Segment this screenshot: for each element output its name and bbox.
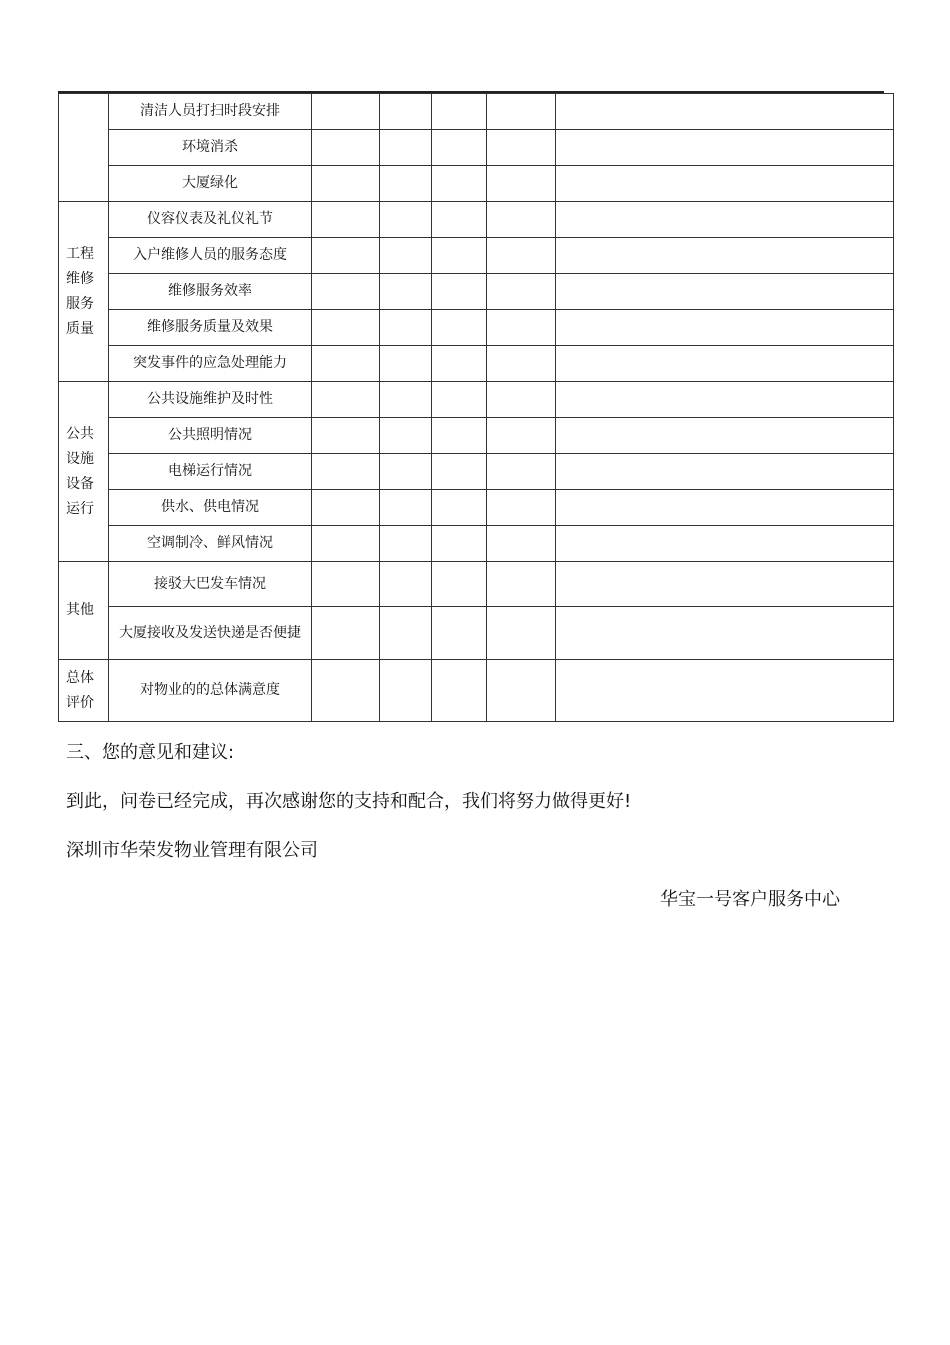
comment-cell[interactable] <box>556 310 894 346</box>
rating-cell[interactable] <box>312 166 380 202</box>
rating-cell[interactable] <box>432 660 487 722</box>
survey-table <box>58 93 894 722</box>
rating-cell[interactable] <box>380 94 432 130</box>
item-label: 清洁人员打扫时段安排 <box>109 94 312 130</box>
rating-cell[interactable] <box>380 418 432 454</box>
rating-cell[interactable] <box>380 490 432 526</box>
rating-cell[interactable] <box>432 382 487 418</box>
item-label: 突发事件的应急处理能力 <box>109 346 312 382</box>
comment-cell[interactable] <box>556 130 894 166</box>
comment-cell[interactable] <box>556 660 894 722</box>
section-heading-suggestions: 三、您的意见和建议: <box>66 742 235 763</box>
table-row <box>59 346 894 382</box>
rating-cell[interactable] <box>432 94 487 130</box>
rating-cell[interactable] <box>312 526 380 562</box>
rating-cell[interactable] <box>487 607 556 660</box>
table-row <box>59 607 894 660</box>
rating-cell[interactable] <box>380 607 432 660</box>
rating-cell[interactable] <box>432 607 487 660</box>
rating-cell[interactable] <box>380 454 432 490</box>
rating-cell[interactable] <box>380 274 432 310</box>
comment-cell[interactable] <box>556 346 894 382</box>
category-cell <box>59 94 109 202</box>
rating-cell[interactable] <box>432 130 487 166</box>
rating-cell[interactable] <box>432 310 487 346</box>
comment-cell[interactable] <box>556 202 894 238</box>
rating-cell[interactable] <box>312 238 380 274</box>
rating-cell[interactable] <box>380 238 432 274</box>
rating-cell[interactable] <box>380 202 432 238</box>
table-row <box>59 526 894 562</box>
category-cell: 其他 <box>59 562 109 660</box>
comment-cell[interactable] <box>556 94 894 130</box>
item-label: 环境消杀 <box>109 130 312 166</box>
comment-cell[interactable] <box>556 166 894 202</box>
rating-cell[interactable] <box>432 346 487 382</box>
item-label: 公共照明情况 <box>109 418 312 454</box>
item-label: 入户维修人员的服务态度 <box>109 238 312 274</box>
rating-cell[interactable] <box>432 166 487 202</box>
table-row <box>59 310 894 346</box>
rating-cell[interactable] <box>312 382 380 418</box>
rating-cell[interactable] <box>487 238 556 274</box>
table-row <box>59 418 894 454</box>
rating-cell[interactable] <box>312 490 380 526</box>
rating-cell[interactable] <box>312 346 380 382</box>
table-row <box>59 562 894 607</box>
rating-cell[interactable] <box>312 130 380 166</box>
rating-cell[interactable] <box>432 490 487 526</box>
item-label: 仪容仪表及礼仪礼节 <box>109 202 312 238</box>
item-label: 大厦绿化 <box>109 166 312 202</box>
item-label: 供水、供电情况 <box>109 490 312 526</box>
rating-cell[interactable] <box>312 202 380 238</box>
comment-cell[interactable] <box>556 562 894 607</box>
comment-cell[interactable] <box>556 238 894 274</box>
table-row <box>59 166 894 202</box>
item-label: 维修服务质量及效果 <box>109 310 312 346</box>
rating-cell[interactable] <box>312 454 380 490</box>
category-cell: 工程维修服务质量 <box>59 202 109 382</box>
item-label: 对物业的的总体满意度 <box>109 660 312 722</box>
comment-cell[interactable] <box>556 607 894 660</box>
item-label: 大厦接收及发送快递是否便捷 <box>109 607 312 660</box>
rating-cell[interactable] <box>312 660 380 722</box>
comment-cell[interactable] <box>556 418 894 454</box>
rating-cell[interactable] <box>487 202 556 238</box>
rating-cell[interactable] <box>487 94 556 130</box>
comment-cell[interactable] <box>556 382 894 418</box>
item-label: 空调制冷、鲜风情况 <box>109 526 312 562</box>
rating-cell[interactable] <box>380 526 432 562</box>
rating-cell[interactable] <box>380 382 432 418</box>
rating-cell[interactable] <box>487 562 556 607</box>
thanks-text: 到此，问卷已经完成，再次感谢您的支持和配合，我们将努力做得更好! <box>66 791 632 812</box>
rating-cell[interactable] <box>487 346 556 382</box>
category-cell: 总体评价 <box>59 660 109 722</box>
item-label: 维修服务效率 <box>109 274 312 310</box>
rating-cell[interactable] <box>432 238 487 274</box>
rating-cell[interactable] <box>432 454 487 490</box>
rating-cell[interactable] <box>487 274 556 310</box>
rating-cell[interactable] <box>432 562 487 607</box>
rating-cell[interactable] <box>380 310 432 346</box>
comment-cell[interactable] <box>556 274 894 310</box>
company-name: 深圳市华荣发物业管理有限公司 <box>66 840 318 861</box>
category-cell: 公共设施设备运行 <box>59 382 109 562</box>
rating-cell[interactable] <box>487 454 556 490</box>
comment-cell[interactable] <box>556 526 894 562</box>
item-label: 接驳大巴发车情况 <box>109 562 312 607</box>
rating-cell[interactable] <box>312 418 380 454</box>
table-row <box>59 274 894 310</box>
rating-cell[interactable] <box>487 310 556 346</box>
rating-cell[interactable] <box>487 382 556 418</box>
rating-cell[interactable] <box>487 418 556 454</box>
service-center-name: 华宝一号客户服务中心 <box>660 889 840 910</box>
comment-cell[interactable] <box>556 490 894 526</box>
rating-cell[interactable] <box>312 94 380 130</box>
table-row <box>59 454 894 490</box>
rating-cell[interactable] <box>312 310 380 346</box>
rating-cell[interactable] <box>380 660 432 722</box>
rating-cell[interactable] <box>380 166 432 202</box>
item-label: 电梯运行情况 <box>109 454 312 490</box>
comment-cell[interactable] <box>556 454 894 490</box>
table-row <box>59 238 894 274</box>
rating-cell[interactable] <box>487 526 556 562</box>
rating-cell[interactable] <box>487 130 556 166</box>
table-row <box>59 490 894 526</box>
rating-cell[interactable] <box>487 660 556 722</box>
rating-cell[interactable] <box>312 562 380 607</box>
rating-cell[interactable] <box>312 274 380 310</box>
rating-cell[interactable] <box>380 562 432 607</box>
table-row <box>59 660 894 722</box>
rating-cell[interactable] <box>432 526 487 562</box>
table-row <box>59 130 894 166</box>
rating-cell[interactable] <box>380 130 432 166</box>
table-row <box>59 202 894 238</box>
rating-cell[interactable] <box>312 607 380 660</box>
table-row <box>59 94 894 130</box>
rating-cell[interactable] <box>432 418 487 454</box>
rating-cell[interactable] <box>432 202 487 238</box>
rating-cell[interactable] <box>432 274 487 310</box>
rating-cell[interactable] <box>487 490 556 526</box>
table-row <box>59 382 894 418</box>
rating-cell[interactable] <box>380 346 432 382</box>
item-label: 公共设施维护及时性 <box>109 382 312 418</box>
rating-cell[interactable] <box>487 166 556 202</box>
